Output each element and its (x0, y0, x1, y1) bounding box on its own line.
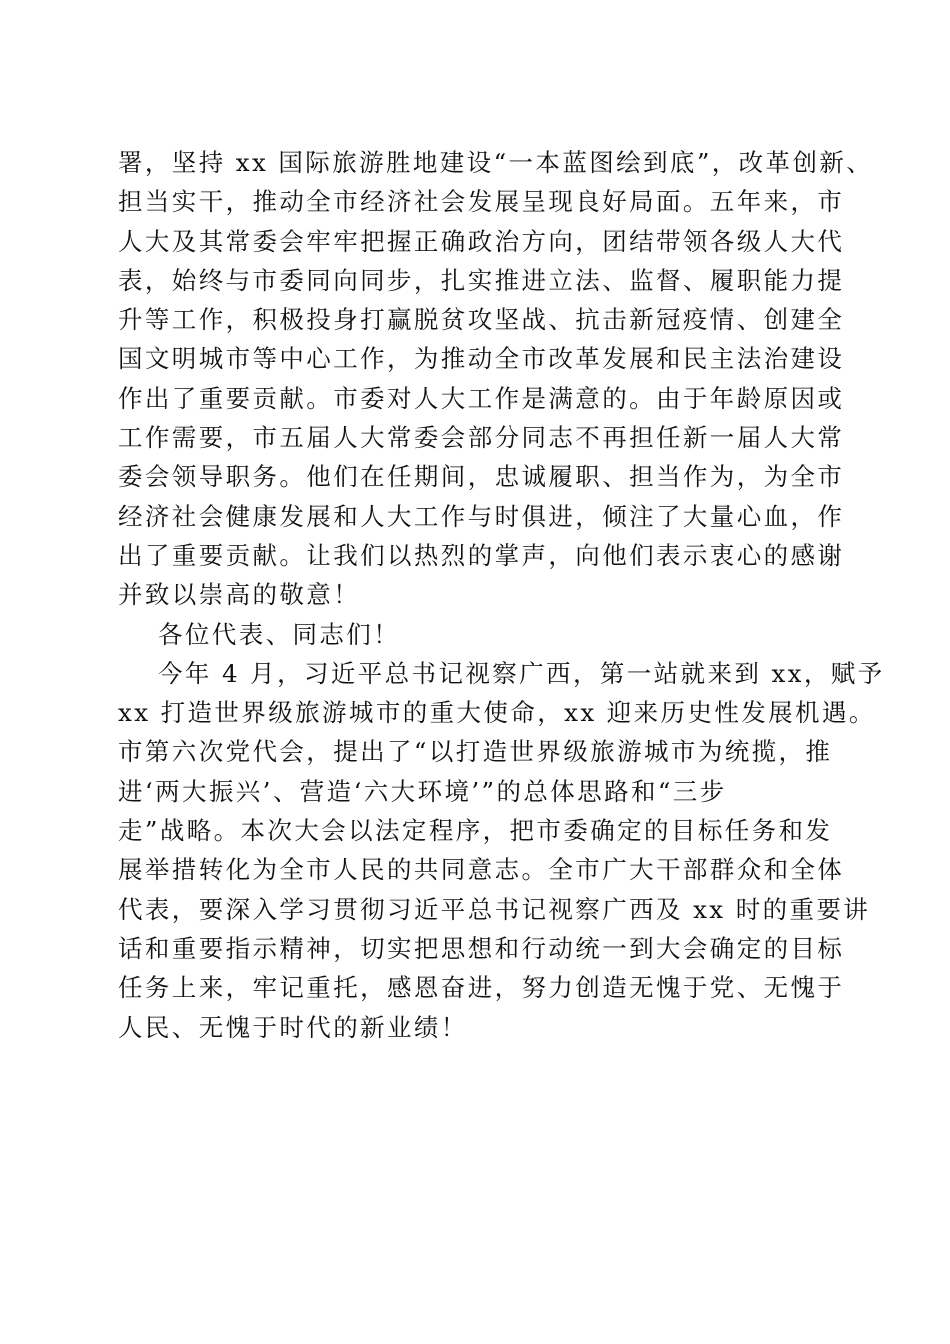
text-line: 经济社会健康发展和人大工作与时俱进，倾注了大量心血，作 (118, 501, 845, 531)
body-text (118, 143, 885, 1047)
text-line: 人民、无愧于时代的新业绩！ (118, 1012, 468, 1042)
text-line: 出了重要贡献。让我们以热烈的掌声，向他们表示衷心的感谢 (118, 540, 845, 570)
text-line: 表，始终与市委同向同步，扎实推进立法、监督、履职能力提 (118, 265, 845, 295)
text-line: 委会领导职务。他们在任期间，忠诚履职、担当作为，为全市 (118, 462, 845, 492)
text-line: 展举措转化为全市人民的共同意志。全市广大干部群众和全体 (118, 855, 845, 885)
text-line: 代表，要深入学习贯彻习近平总书记视察广西及 xx 时的重要讲 (118, 894, 871, 924)
text-line: xx 打造世界级旅游城市的重大使命，xx 迎来历史性发展机遇。 (118, 698, 876, 728)
text-line: 各位代表、同志们！ (158, 619, 401, 649)
text-line: 担当实干，推动全市经济社会发展呈现良好局面。五年来，市 (118, 187, 845, 217)
text-line: 话和重要指示精神，切实把思想和行动统一到大会确定的目标 (118, 933, 845, 963)
text-line: 走”战略。本次大会以法定程序，把市委确定的目标任务和发 (118, 816, 833, 846)
text-line: 并致以崇高的敬意！ (118, 580, 361, 610)
paragraph-3 (118, 654, 885, 1047)
paragraph-1 (118, 143, 874, 615)
text-line: 市第六次党代会，提出了“以打造世界级旅游城市为统揽，推 (118, 737, 833, 767)
text-line: 国文明城市等中心工作，为推动全市改革发展和民主法治建设 (118, 344, 845, 374)
text-line: 任务上来，牢记重托，感恩奋进，努力创造无愧于党、无愧于 (118, 973, 845, 1003)
text-line: 进‘两大振兴’、营造‘六大环境’”的总体思路和“三步 (118, 776, 727, 806)
text-line: 工作需要，市五届人大常委会部分同志不再担任新一届人大常 (118, 423, 845, 453)
text-line: 升等工作，积极投身打赢脱贫攻坚战、抗击新冠疫情、创建全 (118, 305, 845, 335)
text-line: 作出了重要贡献。市委对人大工作是满意的。由于年龄原因或 (118, 383, 845, 413)
text-line: 署，坚持 xx 国际旅游胜地建设“一本蓝图绘到底”，改革创新、 (118, 148, 874, 177)
text-line: 人大及其常委会牢牢把握正确政治方向，团结带领各级人大代 (118, 226, 845, 256)
paragraph-2-salutation (118, 615, 838, 654)
text-line: 今年 4 月，习近平总书记视察广西，第一站就来到 xx，赋予 (158, 658, 885, 688)
